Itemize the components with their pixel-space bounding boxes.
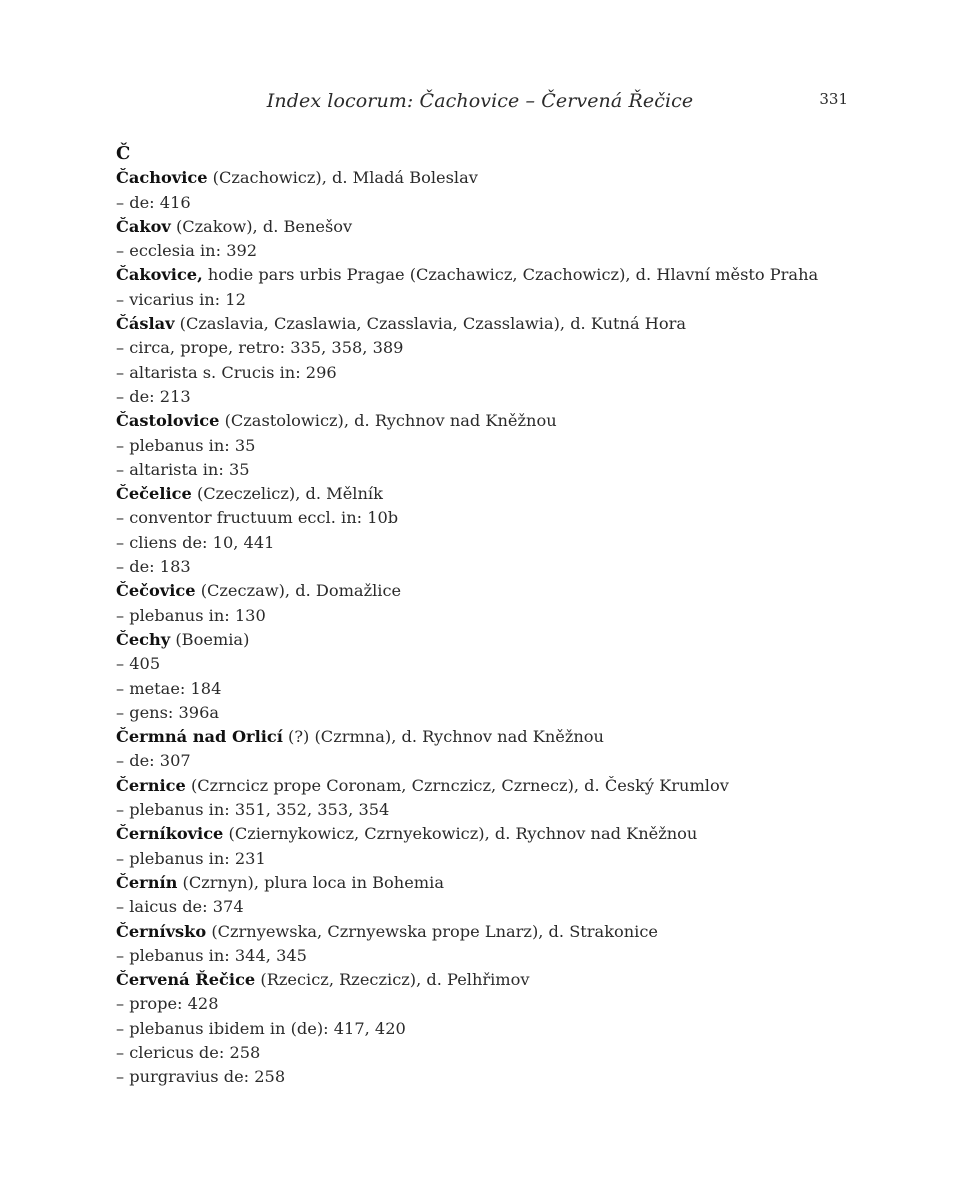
entry-reference: – plebanus in: 35: [116, 435, 256, 455]
entry-reference: – 405: [116, 654, 161, 674]
index-entry: [116, 263, 876, 287]
entry-term: Čáslav: [116, 314, 175, 334]
entry-description: (Czachowicz), d. Mladá Boleslav: [207, 168, 478, 188]
index-entry: [116, 628, 876, 652]
entry-description: (Czeczelicz), d. Mělník: [191, 484, 383, 504]
index-body: [116, 142, 876, 1090]
entry-reference: – gens: 396a: [116, 702, 220, 722]
entry-description: hodie pars urbis Pragae (Czachawicz, Czachowicz), d. Hlavní město Praha: [202, 265, 819, 285]
entry-description: (Rzecicz, Rzeczicz), d. Pelhřimov: [255, 970, 530, 990]
entry-term: Čachovice: [116, 168, 208, 188]
entry-reference: – plebanus in: 130: [116, 605, 266, 625]
index-entry: [116, 579, 876, 603]
entry-term: Čechy: [116, 629, 171, 649]
entry-reference: – circa, prope, retro: 335, 358, 389: [116, 338, 404, 358]
entry-description: (Cziernykowicz, Czrnyekowicz), d. Rychnov nad Kněžnou: [223, 824, 698, 844]
entry-reference: – laicus de: 374: [116, 897, 244, 917]
entry-description: (?) (Czrmna), d. Rychnov nad Kněžnou: [282, 727, 604, 747]
entry-reference: – de: 183: [116, 557, 191, 577]
entry-reference: – plebanus in: 344, 345: [116, 945, 307, 965]
entry-reference: – clericus de: 258: [116, 1042, 261, 1062]
entry-term: Černívsko: [116, 921, 207, 941]
entry-reference: – de: 307: [116, 751, 191, 771]
entry-reference: – de: 213: [116, 386, 191, 406]
page-number: 331: [819, 90, 848, 108]
entry-reference: – plebanus in: 351, 352, 353, 354: [116, 800, 390, 820]
index-entry: [116, 774, 876, 798]
index-entry: [116, 409, 876, 433]
entry-reference: – conventor fructuum eccl. in: 10b: [116, 508, 399, 528]
index-entry: [116, 215, 876, 239]
entry-description: (Czrncicz prope Coronam, Czrnczicz, Czrnecz), d. Český Krumlov: [185, 775, 729, 795]
entry-term: Čakov: [116, 216, 171, 236]
entry-reference: – altarista in: 35: [116, 459, 250, 479]
entry-reference: – prope: 428: [116, 994, 219, 1014]
entry-reference: – cliens de: 10, 441: [116, 532, 275, 552]
entry-term: Čečelice: [116, 484, 192, 504]
index-entry: [116, 920, 876, 944]
entry-description: (Czaslavia, Czaslawia, Czasslavia, Czasslawia), d. Kutná Hora: [174, 314, 686, 334]
entry-description: (Czrnyewska, Czrnyewska prope Lnarz), d. Strakonice: [206, 921, 658, 941]
entry-term: Častolovice: [116, 411, 220, 431]
entry-reference: – plebanus ibidem in (de): 417, 420: [116, 1018, 406, 1038]
entry-description: (Czastolowicz), d. Rychnov nad Kněžnou: [219, 411, 557, 431]
entry-reference: – purgravius de: 258: [116, 1067, 286, 1087]
entry-term: Čakovice,: [116, 265, 203, 285]
entry-description: (Boemia): [170, 629, 250, 649]
entry-term: Čermná nad Orlicí: [116, 727, 283, 747]
index-entry: [116, 968, 876, 992]
index-entry: [116, 822, 876, 846]
entry-reference: – plebanus in: 231: [116, 848, 266, 868]
entry-description: (Czrnyn), plura loca in Bohemia: [177, 872, 444, 892]
index-entry: [116, 482, 876, 506]
entry-term: Červená Řečice: [116, 970, 256, 990]
entry-term: Černíkovice: [116, 824, 224, 844]
index-entry: [116, 871, 876, 895]
section-letter: Č: [116, 143, 131, 164]
entry-reference: – metae: 184: [116, 678, 222, 698]
entry-reference: – altarista s. Crucis in: 296: [116, 362, 337, 382]
entry-description: (Czeczaw), d. Domažlice: [195, 581, 402, 601]
entry-description: (Czakow), d. Benešov: [170, 216, 353, 236]
index-entry: [116, 166, 876, 190]
index-entry: [116, 312, 876, 336]
index-entry: [116, 725, 876, 749]
entry-term: Černín: [116, 872, 178, 892]
entry-term: Černice: [116, 775, 186, 795]
running-header-title: Index locorum: Čachovice – Červená Řečice: [266, 90, 694, 112]
entry-reference: – ecclesia in: 392: [116, 241, 258, 261]
entry-term: Čečovice: [116, 581, 196, 601]
entry-reference: – vicarius in: 12: [116, 289, 246, 309]
entry-reference: – de: 416: [116, 192, 191, 212]
